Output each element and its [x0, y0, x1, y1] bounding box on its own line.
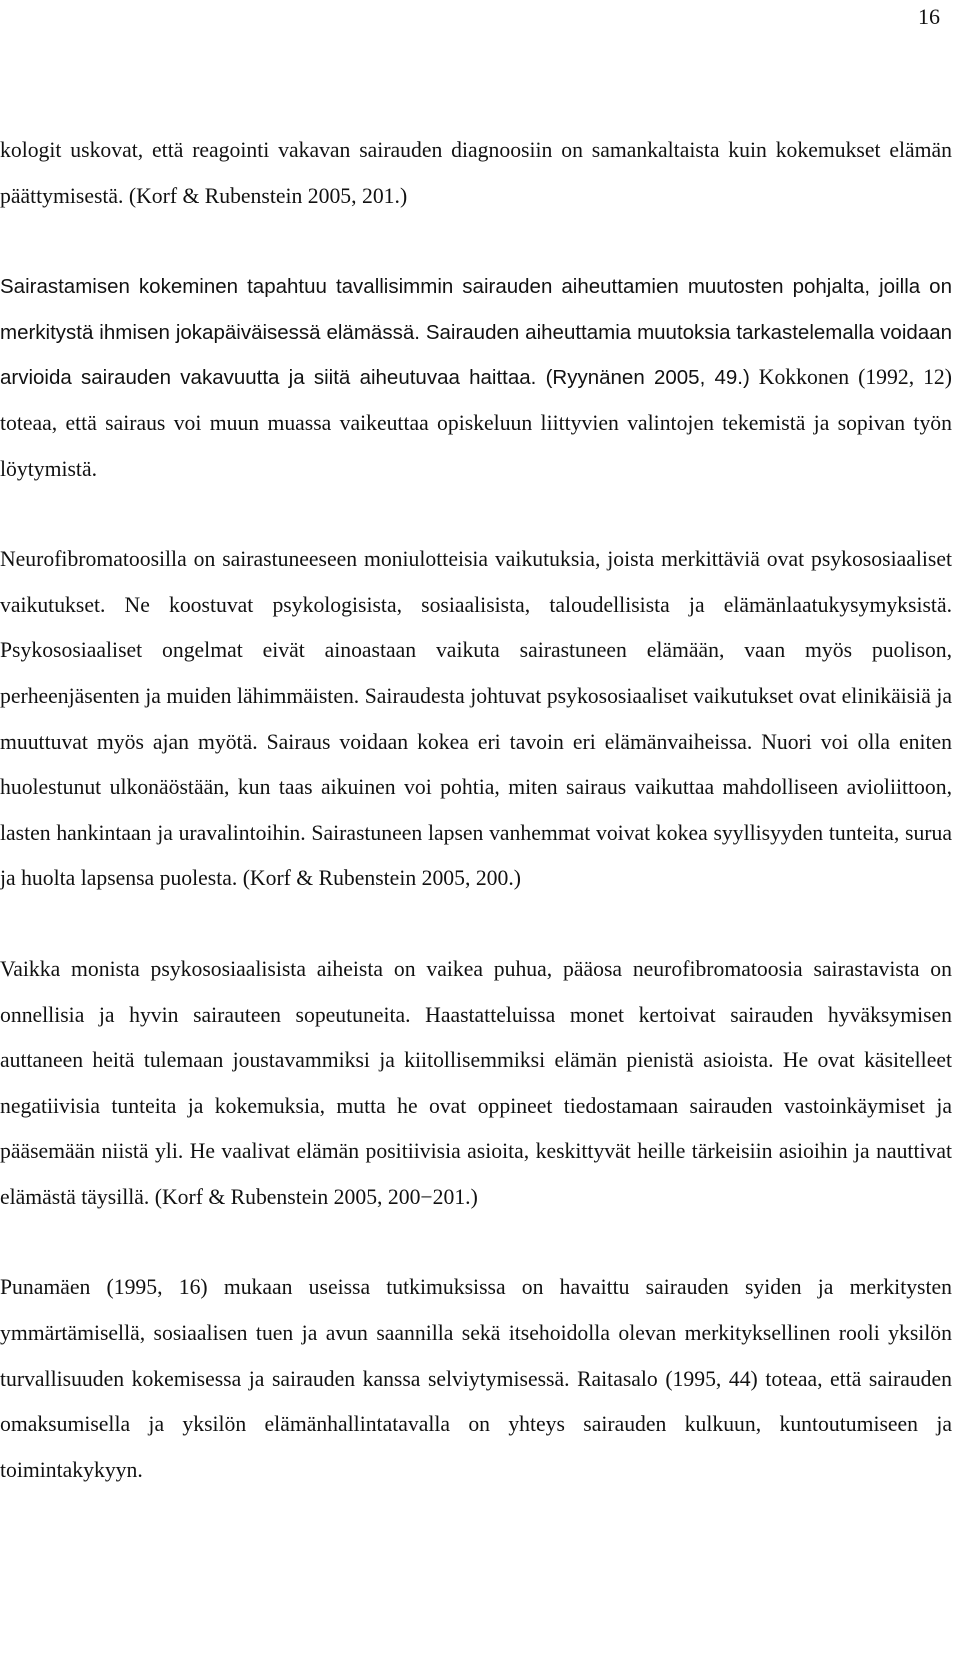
paragraph-segment-serif: Kokkonen (1992, 12) toteaa, että sairaus voi muun muassa vaikeuttaa opiskeluun liittyvien valintojen tekemistä ja sopivan työn löytymistä.: [0, 365, 952, 481]
paragraph-punamaki-raitasalo: Punamäen (1995, 16) mukaan useissa tutkimuksissa on havaittu sairauden syiden ja merkitysten ymmärtämisellä, sosiaalisen tuen ja avun saannilla sekä itsehoidolla olevan merkityksellinen rooli yksilön turvallisuuden kokemisessa ja sairauden kanssa selviytymisessä. Raitasalo (1995, 44) toteaa, että sairauden omaksumisella ja yksilön elämänhallintatavalla on yhteys sairauden kulkuun, kuntoutumiseen ja toimintakykyyn.: [0, 1275, 952, 1482]
body-text: [0, 128, 952, 1493]
paragraph-segment-sans: Sairastamisen kokeminen tapahtuu tavallisimmin sairauden aiheuttamien muutosten pohjalta, joilla on merkitystä ihmisen jokapäiväisessä elämässä. Sairauden aiheuttamia muutoksia tarkastelemalla voidaan arvioida sairauden vakavuutta ja siitä aiheutuvaa haittaa. (Ryynänen 2005, 49.): [0, 275, 952, 390]
page-number: 16: [918, 4, 940, 29]
paragraph-sairastamisen-kokeminen: [0, 264, 952, 492]
paragraph-neurofibromatoosi-vaikutukset: Neurofibromatoosilla on sairastuneeseen moniulotteisia vaikutuksia, joista merkittäviä ovat psykososiaaliset vaikutukset. Ne koostuvat psykologisista, sosiaalisista, taloudellisista ja elämänlaatukysymyksistä. Psykososiaaliset ongelmat eivät ainoastaan vaikuta sairastuneen elämään, vaan myös puolison, perheenjäsenten ja muiden lähimmäisten. Sairaudesta johtuvat psykososiaaliset vaikutukset ovat elinikäisiä ja muuttuvat myös ajan myötä. Sairaus voidaan kokea eri tavoin eri elämänvaiheissa. Nuori voi olla eniten huolestunut ulkonäöstään, kun taas aikuinen voi pohtia, miten sairaus vaikuttaa mahdolliseen avioliittoon, lasten hankintaan ja uravalintoihin. Sairastuneen lapsen vanhemmat voivat kokea syyllisyyden tunteita, surua ja huolta lapsensa puolesta. (Korf & Rubenstein 2005, 200.): [0, 547, 952, 891]
paragraph-sopeutuminen: Vaikka monista psykososiaalisista aiheista on vaikea puhua, pääosa neurofibromatoosia sairastavista on onnellisia ja hyvin sairauteen sopeutuneita. Haastatteluissa monet kertoivat sairauden hyväksymisen auttaneen heitä tulemaan joustavammiksi ja kiitollisemmiksi elämän pienistä asioista. He ovat käsitelleet negatiivisia tunteita ja kokemuksia, mutta he ovat oppineet tiedostamaan sairauden vastoinkäymiset ja pääsemään niistä yli. He vaalivat elämän positiivisia asioita, keskittyvät heille tärkeisiin asioihin ja nauttivat elämästä täysillä. (Korf & Rubenstein 2005, 200−201.): [0, 956, 952, 1209]
paragraph-korf-continuation: kologit uskovat, että reagointi vakavan sairauden diagnoosiin on samankaltaista kuin kokemukset elämän päättymisestä. (Korf & Rubenstein 2005, 201.): [0, 138, 952, 208]
